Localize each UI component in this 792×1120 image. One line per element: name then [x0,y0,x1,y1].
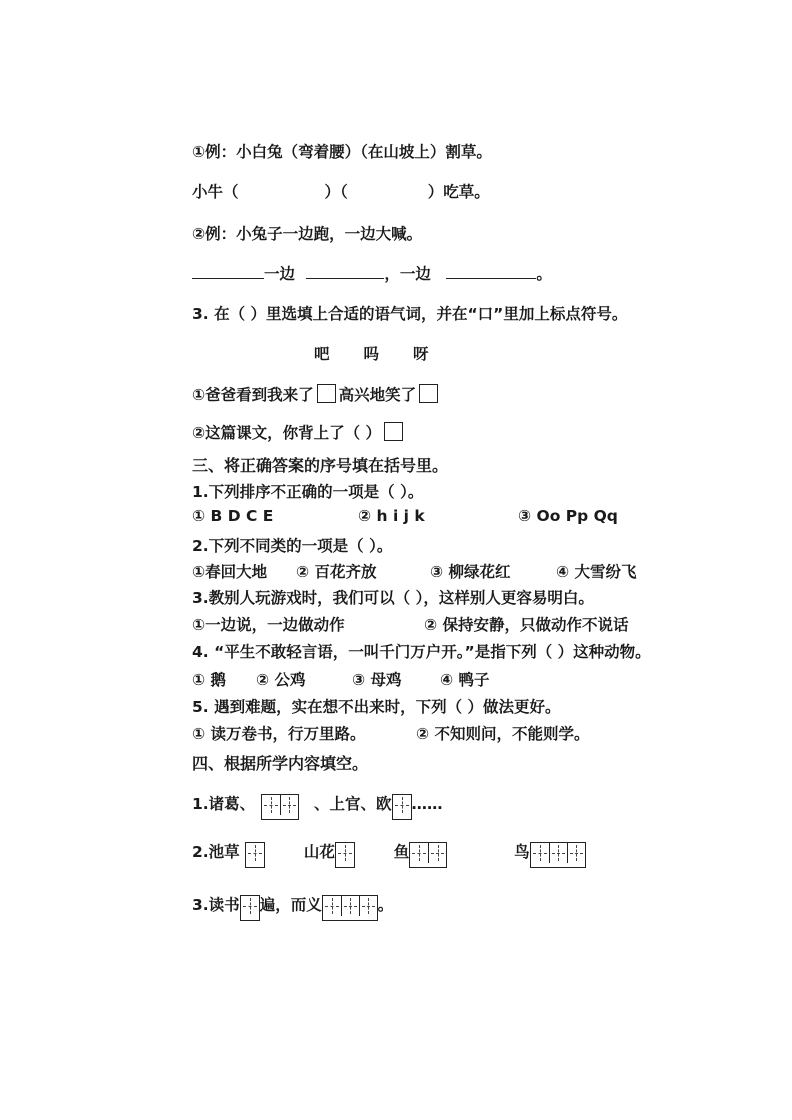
section-3-title: 三、将正确答案的序号填在括号里。 [192,456,449,475]
s4-row-3: 3.读书 遍，而义 。 [192,893,393,921]
writing-grid[interactable] [392,794,412,820]
fill-sentence-1: 小牛（ ）（ ）吃草。 [192,183,490,201]
blank[interactable] [446,264,536,279]
writing-grid[interactable] [530,842,586,868]
example-sentence-1: ①例：小白兔（弯着腰）（在山坡上）割草。 [192,143,492,161]
s4-row-2: 2.池草 山花 鱼 鸟 [192,840,586,868]
s3-question-4: 4. “平生不敢轻言语，一叫千门万户开。”是指下列（ ）这种动物。 [192,643,651,661]
s3-question-1: 1.下列排序不正确的一项是（ ）。 [192,483,424,501]
s3-question-2-options: ①春回大地 ② 百花齐放 ③ 柳绿花红 ④ 大雪纷飞 [192,563,637,581]
s3-question-2: 2.下列不同类的一项是（ ）。 [192,537,393,555]
writing-grid[interactable] [322,895,378,921]
word-ba: 吧 [314,345,330,363]
s3-question-4-options: ① 鹅 ② 公鸡 ③ 母鸡 ④ 鸭子 [192,671,490,689]
writing-grid[interactable] [335,842,355,868]
particle-words [314,342,429,364]
question-3-instruction: 3. 在（ ）里选填上合适的语气词，并在“口”里加上标点符号。 [192,305,628,323]
question-3-1: ①爸爸看到我来了 高兴地笑了 [192,383,441,405]
section-4-title: 四、根据所学内容填空。 [192,754,369,773]
word-ma: 吗 [363,345,380,363]
s3-question-1-options: ① B D C E ② h i j k ③ Oo Pp Qq [192,507,618,525]
question-3-2: ②这篇课文，你背上了（ ） [192,421,406,443]
blank[interactable] [306,264,384,279]
writing-grid[interactable] [245,842,265,868]
writing-grid[interactable] [261,794,299,820]
s4-row-1: 1.诸葛、 、上官、欧 …… [192,792,443,820]
writing-grid[interactable] [240,895,260,921]
s3-question-5: 5. 遇到难题，实在想不出来时，下列（ ）做法更好。 [192,698,561,716]
blank[interactable] [192,264,264,279]
writing-grid[interactable] [409,842,447,868]
s3-question-5-options: ① 读万卷书，行万里路。 ② 不知则问，不能则学。 [192,725,590,743]
word-ya: 呀 [413,345,429,363]
s3-question-3: 3.教别人玩游戏时，我们可以（ ），这样别人更容易明白。 [192,589,594,607]
s3-question-3-options: ①一边说，一边做动作 ② 保持安静，只做动作不说话 [192,616,629,634]
example-sentence-2: ②例：小兔子一边跑，一边大喊。 [192,225,423,243]
punctuation-box[interactable] [419,384,438,403]
fill-sentence-2: 一边 ，一边 。 [192,262,552,284]
punctuation-box[interactable] [384,422,403,441]
punctuation-box[interactable] [317,384,336,403]
